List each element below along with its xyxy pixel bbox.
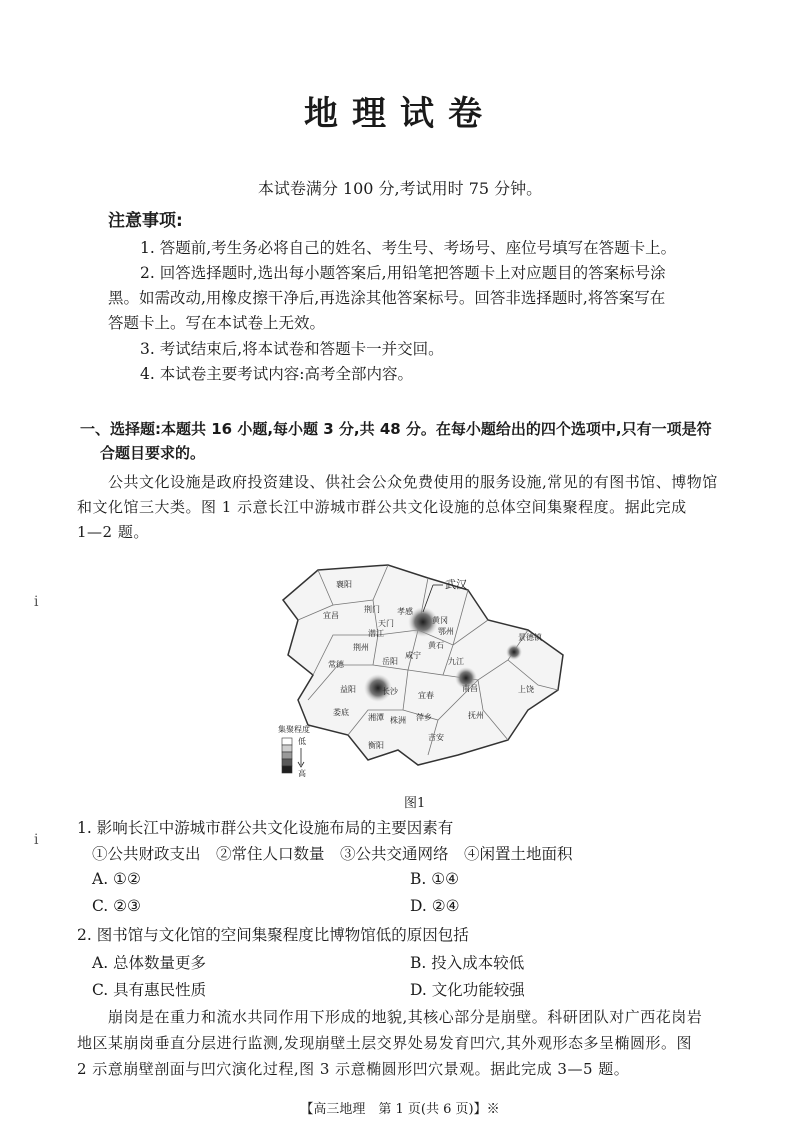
- city-label: 长沙: [382, 687, 398, 696]
- passage1-line-2: 和文化馆三大类。图 1 示意长江中游城市群公共文化设施的总体空间集聚程度。据此完成: [77, 498, 687, 516]
- city-label: 宜春: [418, 691, 434, 700]
- notice-line-6: 4. 本试卷主要考试内容:高考全部内容。: [140, 365, 413, 383]
- q1-option-a: A. ①②: [92, 870, 141, 888]
- q2-option-b: B. 投入成本较低: [410, 954, 525, 972]
- city-label: 吉安: [428, 733, 444, 742]
- city-cluster-map: [278, 560, 568, 785]
- city-label: 黄冈: [432, 616, 448, 625]
- exam-subtitle: 本试卷满分 100 分,考试用时 75 分钟。: [257, 179, 543, 198]
- city-label: 衡阳: [368, 741, 384, 750]
- q1-option-c: C. ②③: [92, 897, 141, 915]
- q2-option-c: C. 具有惠民性质: [92, 981, 207, 999]
- city-label: 荆州: [353, 643, 369, 652]
- city-label: 抚州: [468, 711, 484, 720]
- q1-option-b: B. ①④: [410, 870, 460, 888]
- legend-high: 高: [298, 769, 306, 778]
- city-label: 荆门: [364, 605, 380, 614]
- city-label: 咸宁: [405, 651, 421, 660]
- q2-stem: 2. 图书馆与文化馆的空间集聚程度比博物馆低的原因包括: [77, 926, 469, 944]
- city-label: 宜昌: [323, 611, 339, 620]
- q2-option-a: A. 总体数量更多: [92, 954, 207, 972]
- q1-stem: 1. 影响长江中游城市群公共文化设施布局的主要因素有: [77, 819, 454, 837]
- city-label: 湘潭: [368, 713, 384, 722]
- section-heading-line-2: 合题目要求的。: [100, 444, 206, 462]
- passage2-line-2: 地区某崩岗垂直分层进行监测,发现崩壁土层交界处易发育凹穴,其外观形态多呈椭圆形。图: [77, 1034, 693, 1052]
- city-label: 岳阳: [382, 657, 398, 666]
- city-label: 鄂州: [438, 627, 454, 636]
- passage2-line-3: 2 示意崩壁剖面与凹穴演化过程,图 3 示意椭圆形凹穴景观。据此完成 3—5 题。: [77, 1060, 630, 1078]
- legend-swatch: [282, 738, 292, 745]
- margin-mark: ⅰ: [34, 594, 39, 610]
- city-label: 襄阳: [336, 580, 352, 589]
- city-label: 上饶: [518, 685, 534, 694]
- q2-option-d: D. 文化功能较强: [410, 981, 525, 999]
- city-label: 景德镇: [518, 633, 542, 642]
- notice-line-4: 答题卡上。写在本试卷上无效。: [108, 314, 326, 332]
- city-label: 南昌: [462, 684, 478, 693]
- figure-caption: 图1: [404, 796, 426, 811]
- passage2-line-1: 崩岗是在重力和流水共同作用下形成的地貌,其核心部分是崩壁。科研团队对广西花岗岩: [108, 1008, 703, 1026]
- margin-mark: ⅰ: [34, 832, 39, 848]
- notice-line-1: 1. 答题前,考生务必将自己的姓名、考生号、考场号、座位号填写在答题卡上。: [140, 239, 677, 257]
- legend-swatch: [282, 745, 292, 752]
- city-label: 益阳: [340, 685, 356, 694]
- legend-swatch: [282, 752, 292, 759]
- city-label: 娄底: [333, 708, 349, 717]
- city-label: 潜江: [368, 629, 384, 638]
- city-label: 孝感: [397, 607, 413, 616]
- page-footer: 【高三地理 第 1 页(共 6 页)】※: [300, 1102, 500, 1117]
- notice-heading: 注意事项:: [108, 211, 183, 231]
- map-legend: [278, 724, 310, 778]
- legend-swatch: [282, 766, 292, 773]
- legend-low: 低: [298, 737, 306, 746]
- legend-swatch: [282, 759, 292, 766]
- passage1-line-1: 公共文化设施是政府投资建设、供社会公众免费使用的服务设施,常见的有图书馆、博物馆: [108, 473, 718, 491]
- q1-option-d: D. ②④: [410, 897, 460, 915]
- city-label: 天门: [378, 619, 394, 628]
- city-label: 武汉: [445, 578, 467, 591]
- notice-line-2: 2. 回答选择题时,选出每小题答案后,用铅笔把答题卡上对应题目的答案标号涂: [140, 264, 666, 282]
- city-label: 常德: [328, 660, 344, 669]
- city-label: 九江: [448, 657, 464, 666]
- q1-items: ①公共财政支出 ②常住人口数量 ③公共交通网络 ④闲置土地面积: [92, 845, 573, 863]
- passage1-line-3: 1—2 题。: [77, 523, 149, 541]
- notice-line-3: 黑。如需改动,用橡皮擦干净后,再选涂其他答案标号。回答非选择题时,将答案写在: [108, 289, 666, 307]
- legend-title: 集聚程度: [278, 725, 310, 734]
- city-label: 黄石: [428, 641, 444, 650]
- section-heading-line-1: 一、选择题:本题共 16 小题,每小题 3 分,共 48 分。在每小题给出的四个选项中,只有一项是符: [80, 420, 712, 438]
- map-outline: [283, 565, 563, 765]
- page-title: 地理试卷: [304, 94, 496, 134]
- notice-line-5: 3. 考试结束后,将本试卷和答题卡一并交回。: [140, 340, 444, 358]
- city-label: 株洲: [390, 716, 406, 725]
- city-label: 萍乡: [416, 713, 432, 722]
- cluster-jingdezhen: [506, 644, 522, 660]
